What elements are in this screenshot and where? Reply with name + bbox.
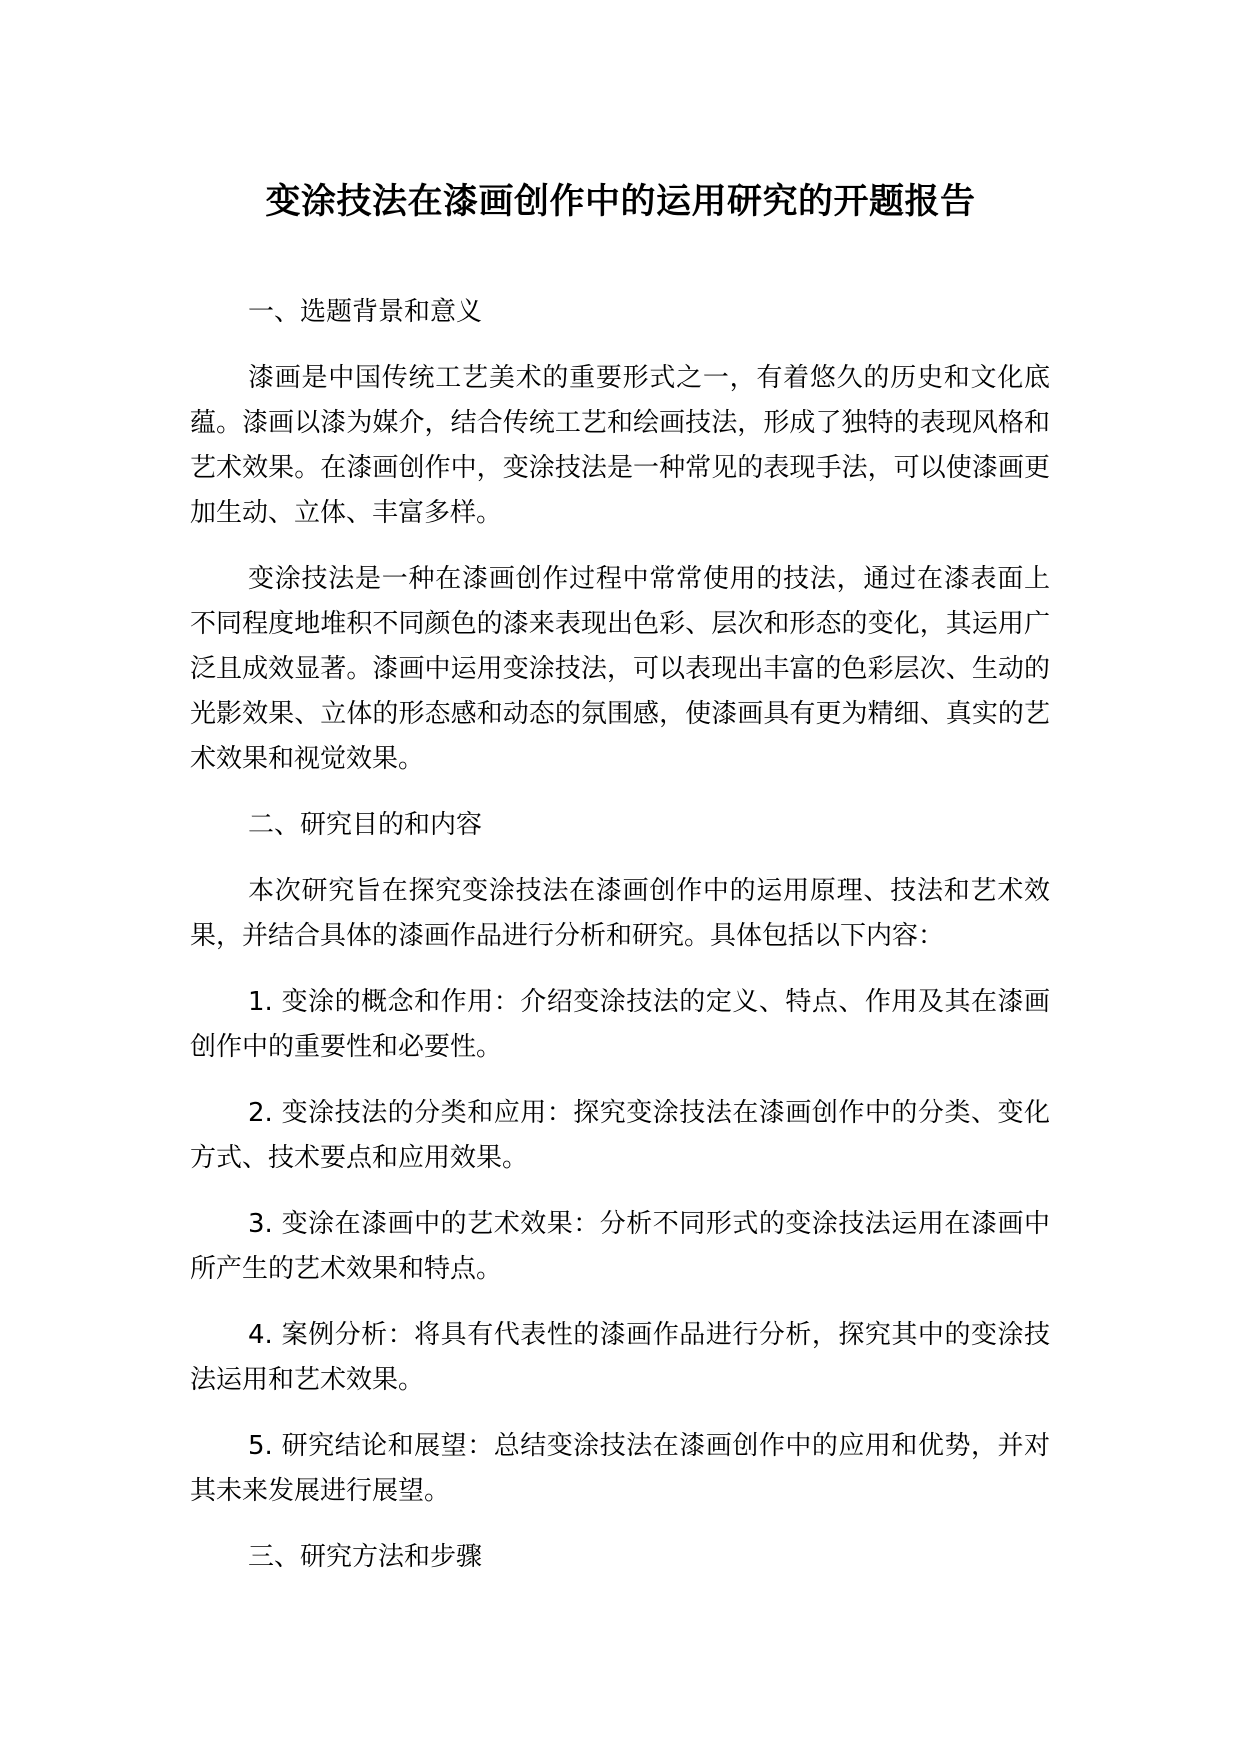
list-item-3: 3. 变涂在漆画中的艺术效果：分析不同形式的变涂技法运用在漆画中所产生的艺术效果和特点。 xyxy=(190,1209,1050,1284)
section-heading-purpose: 二、研究目的和内容 xyxy=(248,810,483,840)
section-heading-background: 一、选题背景和意义 xyxy=(248,297,483,327)
list-item-5: 5. 研究结论和展望：总结变涂技法在漆画创作中的应用和优势，并对其未来发展进行展望。 xyxy=(190,1431,1050,1506)
list-item-1: 1. 变涂的概念和作用：介绍变涂技法的定义、特点、作用及其在漆画创作中的重要性和必要性。 xyxy=(190,987,1050,1062)
paragraph-background-1: 漆画是中国传统工艺美术的重要形式之一，有着悠久的历史和文化底蕴。漆画以漆为媒介，结合传统工艺和绘画技法，形成了独特的表现风格和艺术效果。在漆画创作中，变涂技法是一种常见的表现手法，可以使漆画更加生动、立体、丰富多样。 xyxy=(190,363,1050,528)
paragraph-background-2: 变涂技法是一种在漆画创作过程中常常使用的技法，通过在漆表面上不同程度地堆积不同颜色的漆来表现出色彩、层次和形态的变化，其运用广泛且成效显著。漆画中运用变涂技法，可以表现出丰富的色彩层次、生动的光影效果、立体的形态感和动态的氛围感，使漆画具有更为精细、真实的艺术效果和视觉效果。 xyxy=(190,564,1050,774)
list-item-4: 4. 案例分析：将具有代表性的漆画作品进行分析，探究其中的变涂技法运用和艺术效果。 xyxy=(190,1320,1050,1395)
list-item-2: 2. 变涂技法的分类和应用：探究变涂技法在漆画创作中的分类、变化方式、技术要点和应用效果。 xyxy=(190,1098,1050,1173)
document-title: 变涂技法在漆画创作中的运用研究的开题报告 xyxy=(265,182,976,222)
section-heading-methods: 三、研究方法和步骤 xyxy=(248,1542,483,1572)
paragraph-purpose-intro: 本次研究旨在探究变涂技法在漆画创作中的运用原理、技法和艺术效果，并结合具体的漆画作品进行分析和研究。具体包括以下内容： xyxy=(190,876,1050,951)
document-body xyxy=(190,290,1050,1601)
